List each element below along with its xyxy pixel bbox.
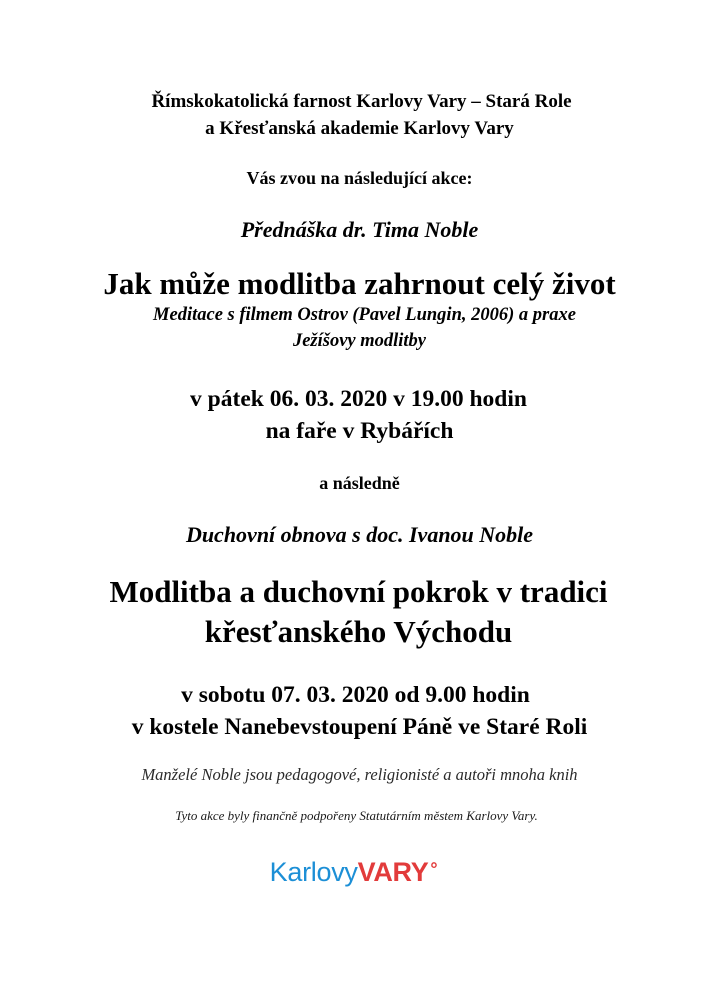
karlovy-vary-logo bbox=[0, 857, 707, 888]
support-text: Tyto akce byly finančně podpořeny Statutárním městem Karlovy Vary. bbox=[175, 808, 538, 823]
event2-title-line2: křesťanského Východu bbox=[204, 614, 513, 649]
organizer-line-2: a Křesťanská akademie Karlovy Vary bbox=[205, 118, 514, 139]
logo-degree-mark: ° bbox=[430, 859, 438, 879]
logo-part-vary: VARY bbox=[357, 857, 429, 887]
event1-subtitle-line2: Ježíšovy modlitby bbox=[292, 331, 427, 351]
invite-heading: Vás zvou na následující akce: bbox=[246, 168, 473, 188]
event1-lecturer: Přednáška dr. Tima Noble bbox=[240, 217, 479, 242]
event1-subtitle-line1: Meditace s filmem Ostrov (Pavel Lungin, 2006) a praxe bbox=[153, 305, 576, 325]
event2-date: v sobotu 07. 03. 2020 od 9.00 hodin bbox=[181, 682, 530, 708]
event1-date: v pátek 06. 03. 2020 v 19.00 hodin bbox=[190, 386, 527, 412]
event2-place: v kostele Nanebevstoupení Páně ve Staré Roli bbox=[131, 714, 588, 740]
logo-part-karlovy: Karlovy bbox=[269, 857, 358, 887]
note-text: Manželé Noble jsou pedagogové, religionisté a autoři mnoha knih bbox=[141, 765, 578, 784]
event2-title-line1: Modlitba a duchovní pokrok v tradici bbox=[109, 574, 608, 609]
connector-text: a následně bbox=[319, 473, 400, 493]
event1-place: na faře v Rybářích bbox=[265, 418, 454, 444]
event2-lecturer: Duchovní obnova s doc. Ivanou Noble bbox=[185, 522, 534, 547]
event1-title: Jak může modlitba zahrnout celý život bbox=[103, 266, 616, 301]
organizer-line-1: Římskokatolická farnost Karlovy Vary – Stará Role bbox=[151, 91, 572, 112]
